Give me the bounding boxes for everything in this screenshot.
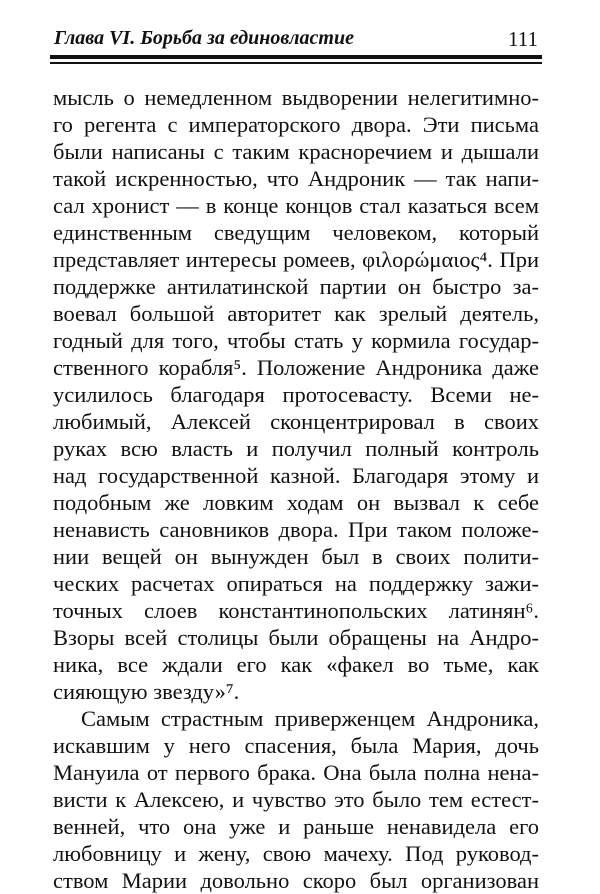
running-header	[50, 27, 540, 53]
text-line: Взоры всей столицы были обращены на Андро-	[53, 625, 539, 650]
paragraph-2	[53, 705, 539, 894]
header-rule-thin	[50, 62, 542, 64]
paragraph-1	[53, 84, 539, 705]
text-line: были написаны с таким красноречием и дышали	[53, 139, 539, 164]
text-line: любимый, Алексей сконцентрировал в своих	[53, 409, 539, 434]
text-line: ненависть сановников двора. При таком положе-	[53, 517, 539, 542]
text-line: висти к Алексею, и чувство это было тем естест-	[53, 787, 539, 812]
text-line: любовницу и жену, свою мачеху. Под руковод-	[53, 841, 539, 866]
text-line: руках всю власть и получил полный контроль	[53, 436, 539, 461]
chapter-title: Глава VI. Борьба за единовластие	[54, 27, 354, 49]
text-line: такой искренностью, что Андроник — так напи-	[53, 166, 539, 191]
text-line: нии вещей он вынужден был в своих полити-	[53, 544, 539, 569]
text-line: мысль о немедленном выдворении нелегитимно-	[53, 85, 539, 110]
text-line: представляет интересы ромеев, φιλορώμαιος⁴. При	[53, 247, 539, 272]
text-line: ством Марии довольно скоро был организован	[53, 868, 539, 893]
text-line: поддержке антилатинской партии он быстро за-	[53, 274, 539, 299]
text-line: ника, все ждали его как «факел во тьме, как	[53, 652, 539, 677]
body-text	[53, 84, 539, 894]
text-line: венней, что она уже и раньше ненавидела его	[53, 814, 539, 839]
text-line: Самым страстным приверженцем Андроника,	[81, 706, 539, 731]
text-line: искавшим у него спасения, была Мария, дочь	[53, 733, 539, 758]
text-line: сияющую звезду»⁷.	[53, 679, 240, 704]
header-rule-thick	[50, 55, 542, 59]
text-line: над государственной казной. Благодаря этому и	[53, 463, 539, 488]
text-line: точных слоев константинопольских латинян⁶.	[53, 598, 539, 623]
text-line: ственного корабля⁵. Положение Андроника даже	[53, 355, 539, 380]
text-line: подобным же ловким ходам он вызвал к себе	[53, 490, 539, 515]
text-line: единственным сведущим человеком, который	[53, 220, 539, 245]
text-line: го регента с императорского двора. Эти письма	[53, 112, 539, 137]
page-number: 111	[508, 27, 538, 51]
text-line: усилилось благодаря протосевасту. Всеми не-	[53, 382, 539, 407]
text-line: годный для того, чтобы стать у кормила государ-	[53, 328, 539, 353]
text-line: сал хронист — в конце концов стал казаться всем	[53, 193, 539, 218]
text-line: ческих расчетах опираться на поддержку зажи-	[53, 571, 539, 596]
text-line: воевал большой авторитет как зрелый деятель,	[53, 301, 539, 326]
text-line: Мануила от первого брака. Она была полна нена-	[53, 760, 539, 785]
